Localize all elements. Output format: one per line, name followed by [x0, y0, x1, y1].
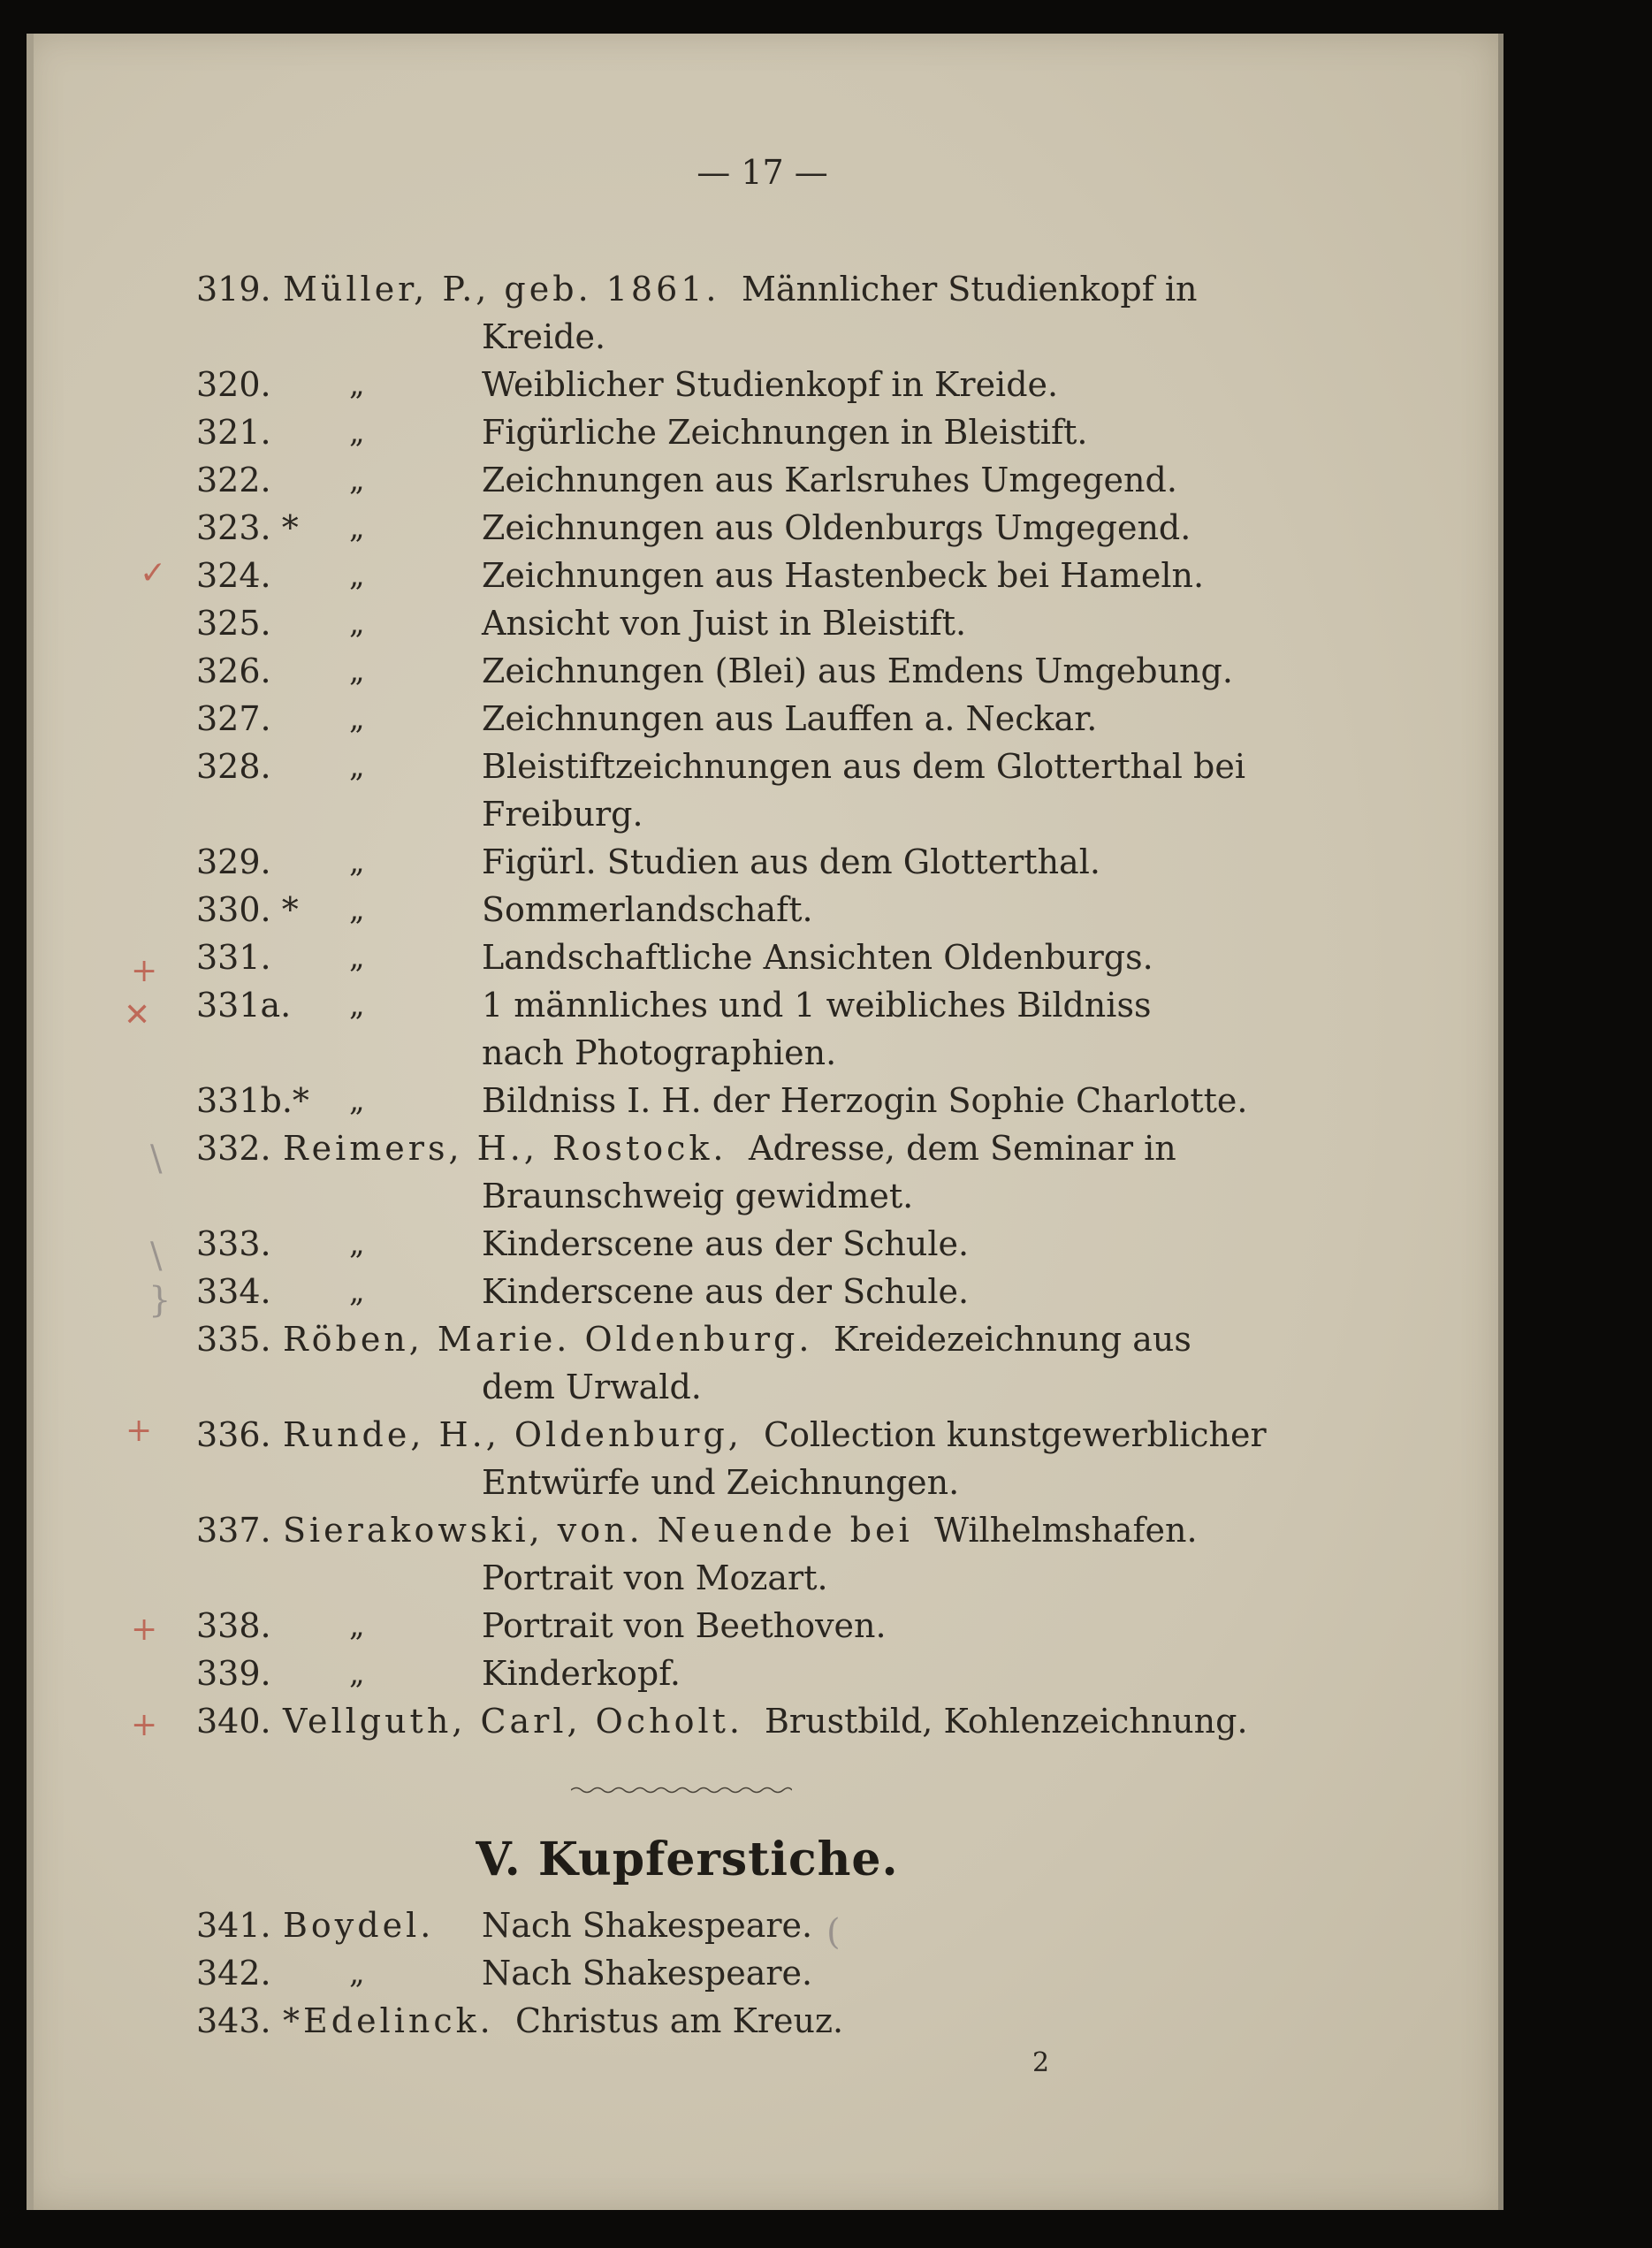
catalog-entry-line	[168, 981, 1211, 1029]
entry-description: Bildniss I. H. der Herzogin Sophie Charlotte.	[482, 1081, 1248, 1120]
entry-number: 331.	[196, 938, 271, 977]
catalog-entry-line	[168, 1697, 1248, 1745]
ditto-mark: „	[349, 844, 365, 880]
catalog-entry-line	[168, 456, 1211, 504]
handwritten-mark-icon: ✓	[140, 555, 167, 591]
entry-number: 331b.*	[196, 1081, 309, 1120]
entry-description: Figürl. Studien aus dem Glotterthal.	[482, 842, 1100, 881]
entry-number: 323. *	[196, 508, 299, 547]
entry-number: 332.	[196, 1129, 271, 1168]
entry-description: Zeichnungen aus Lauffen a. Neckar.	[482, 699, 1098, 738]
page-header-number: — 17 —	[697, 153, 828, 192]
catalog-entry-line	[168, 1268, 1211, 1315]
entry-description: Kinderscene aus der Schule.	[482, 1272, 970, 1311]
entry-author: Boydel.	[283, 1906, 435, 1945]
entry-number: 336.	[196, 1415, 271, 1454]
section-heading: V. Kupferstiche.	[476, 1833, 899, 1886]
entry-description: Zeichnungen aus Karlsruhes Umgegend.	[482, 461, 1177, 499]
entry-description: dem Urwald.	[482, 1368, 702, 1406]
entry-description: Portrait von Mozart.	[482, 1558, 828, 1597]
entry-author: *Edelinck.	[283, 2001, 494, 2040]
entry-number: 326.	[196, 652, 271, 690]
pencil-mark-icon: \	[150, 1139, 163, 1179]
ditto-mark: „	[349, 606, 365, 641]
pencil-mark-icon: }	[148, 1280, 171, 1321]
entry-description: 1 männliches und 1 weibliches Bildniss	[482, 986, 1152, 1025]
entry-description: Kinderkopf.	[482, 1654, 681, 1693]
entry-description: Ansicht von Juist in Bleistift.	[482, 604, 967, 643]
entry-description: Männlicher Studienkopf in	[742, 270, 1198, 309]
entry-description: Portrait von Beethoven.	[482, 1606, 887, 1645]
handwritten-cross-icon: ✕	[124, 997, 151, 1033]
entry-number: 337.	[196, 1511, 271, 1550]
handwritten-cross-icon: +	[131, 953, 158, 989]
handwritten-cross-icon: +	[126, 1413, 153, 1449]
catalog-entry-line	[168, 838, 1211, 886]
entry-description: Weiblicher Studienkopf in Kreide.	[482, 365, 1059, 404]
entry-number: 331a.	[196, 986, 292, 1025]
entry-number: 335.	[196, 1320, 271, 1359]
catalog-entry-line	[168, 1315, 1211, 1363]
entry-number: 339.	[196, 1654, 271, 1693]
entry-author: Runde, H., Oldenburg,	[283, 1415, 742, 1454]
entry-description: Kinderscene aus der Schule.	[482, 1224, 970, 1263]
catalog-entry-line	[168, 1124, 1211, 1172]
entry-number: 338.	[196, 1606, 271, 1645]
entry-number: 334.	[196, 1272, 271, 1311]
catalog-entry-line	[168, 695, 1211, 743]
ditto-mark: „	[349, 749, 365, 784]
section-entries	[168, 1901, 1211, 2045]
entry-number: 319.	[196, 270, 271, 309]
catalog-entry-line	[168, 1506, 1211, 1554]
catalog-entry-line	[168, 313, 1211, 361]
entry-author: Müller, P., geb. 1861.	[283, 270, 720, 309]
ditto-mark: „	[349, 653, 365, 689]
entry-number: 328.	[196, 747, 271, 786]
entry-description: Landschaftliche Ansichten Oldenburgs.	[482, 938, 1153, 977]
entry-number: 324.	[196, 556, 271, 595]
entry-description: Adresse, dem Seminar in	[749, 1129, 1176, 1168]
ornamental-divider	[571, 1786, 792, 1795]
entry-description: Brustbild, Kohlenzeichnung.	[765, 1702, 1248, 1741]
document-page	[27, 34, 1504, 2210]
catalog-entry-line	[168, 1029, 1211, 1077]
entry-description: Bleistiftzeichnungen aus dem Glotterthal bei	[482, 747, 1245, 786]
entry-number: 321.	[196, 413, 271, 452]
entry-author: Sierakowski, von. Neuende bei	[283, 1511, 913, 1550]
ditto-mark: „	[349, 1274, 365, 1309]
entry-description: Nach Shakespeare.	[482, 1906, 813, 1945]
entry-description: Christus am Kreuz.	[515, 2001, 844, 2040]
entry-number: 320.	[196, 365, 271, 404]
catalog-entries	[168, 265, 1267, 1745]
entry-number: 342.	[196, 1954, 271, 1993]
handwritten-cross-icon: +	[131, 1612, 158, 1648]
catalog-entry-line	[168, 1411, 1267, 1459]
entry-number: 343.	[196, 2001, 271, 2040]
catalog-entry-line	[168, 886, 1211, 933]
entry-number: 329.	[196, 842, 271, 881]
ditto-mark: „	[349, 415, 365, 450]
entry-number: 330. *	[196, 890, 299, 929]
entry-description: Zeichnungen (Blei) aus Emdens Umgebung.	[482, 652, 1233, 690]
catalog-entry-line	[168, 408, 1211, 456]
ditto-mark: „	[349, 462, 365, 498]
catalog-entry-line	[168, 504, 1211, 552]
catalog-entry-line	[168, 1602, 1211, 1650]
entry-number: 333.	[196, 1224, 271, 1263]
catalog-entry-line	[168, 599, 1211, 647]
entry-number: 327.	[196, 699, 271, 738]
catalog-entry-line	[168, 1997, 1211, 2045]
handwritten-cross-icon: +	[131, 1707, 158, 1743]
ditto-mark: „	[349, 1955, 365, 1991]
entry-description: Zeichnungen aus Oldenburgs Umgegend.	[482, 508, 1191, 547]
entry-number: 322.	[196, 461, 271, 499]
catalog-entry-line	[168, 1949, 1211, 1997]
catalog-entry-line	[168, 743, 1245, 790]
ditto-mark: „	[349, 367, 365, 402]
catalog-entry-line	[168, 1220, 1211, 1268]
entry-number: 341.	[196, 1906, 271, 1945]
catalog-entry-line	[168, 361, 1211, 408]
pencil-bracket-icon: (	[826, 1912, 841, 1953]
entry-description: Entwürfe und Zeichnungen.	[482, 1463, 960, 1502]
catalog-entry-line	[168, 1650, 1211, 1697]
catalog-entry-line	[168, 552, 1211, 599]
catalog-entry-line	[168, 1172, 1211, 1220]
catalog-entry-line	[168, 647, 1233, 695]
entry-description: Sommerlandschaft.	[482, 890, 813, 929]
ditto-mark: „	[349, 892, 365, 927]
entry-author: Vellguth, Carl, Ocholt.	[283, 1702, 743, 1741]
entry-description: Figürliche Zeichnungen in Bleistift.	[482, 413, 1088, 452]
entry-description: Zeichnungen aus Hastenbeck bei Hameln.	[482, 556, 1205, 595]
ditto-mark: „	[349, 1656, 365, 1691]
entry-number: 325.	[196, 604, 271, 643]
entry-description: Wilhelmshafen.	[934, 1511, 1198, 1550]
ditto-mark: „	[349, 1226, 365, 1261]
entry-author: Reimers, H., Rostock.	[283, 1129, 727, 1168]
ditto-mark: „	[349, 558, 365, 593]
entry-description: Kreide.	[482, 317, 606, 356]
entry-description: nach Photographien.	[482, 1033, 837, 1072]
catalog-entry-line	[168, 1901, 1211, 1949]
catalog-entry-line	[168, 265, 1211, 313]
ditto-mark: „	[349, 940, 365, 975]
entry-description: Braunschweig gewidmet.	[482, 1177, 914, 1215]
catalog-entry-line	[168, 1077, 1248, 1124]
entry-description: Freiburg.	[482, 795, 643, 834]
catalog-entry-line	[168, 1554, 1211, 1602]
entry-description: Nach Shakespeare.	[482, 1954, 813, 1993]
ditto-mark: „	[349, 701, 365, 736]
catalog-entry-line	[168, 790, 1211, 838]
sheet-number: 2	[1032, 2047, 1050, 2078]
ditto-mark: „	[349, 1083, 365, 1118]
catalog-entry-line	[168, 933, 1211, 981]
pencil-mark-icon: \	[150, 1236, 163, 1276]
ditto-mark: „	[349, 1608, 365, 1643]
catalog-entry-line	[168, 1363, 1211, 1411]
ditto-mark: „	[349, 510, 365, 545]
entry-description: Kreidezeichnung aus	[834, 1320, 1191, 1359]
entry-number: 340.	[196, 1702, 271, 1741]
entry-description: Collection kunstgewerblicher	[764, 1415, 1267, 1454]
catalog-entry-line	[168, 1459, 1211, 1506]
ditto-mark: „	[349, 987, 365, 1023]
entry-author: Röben, Marie. Oldenburg.	[283, 1320, 813, 1359]
